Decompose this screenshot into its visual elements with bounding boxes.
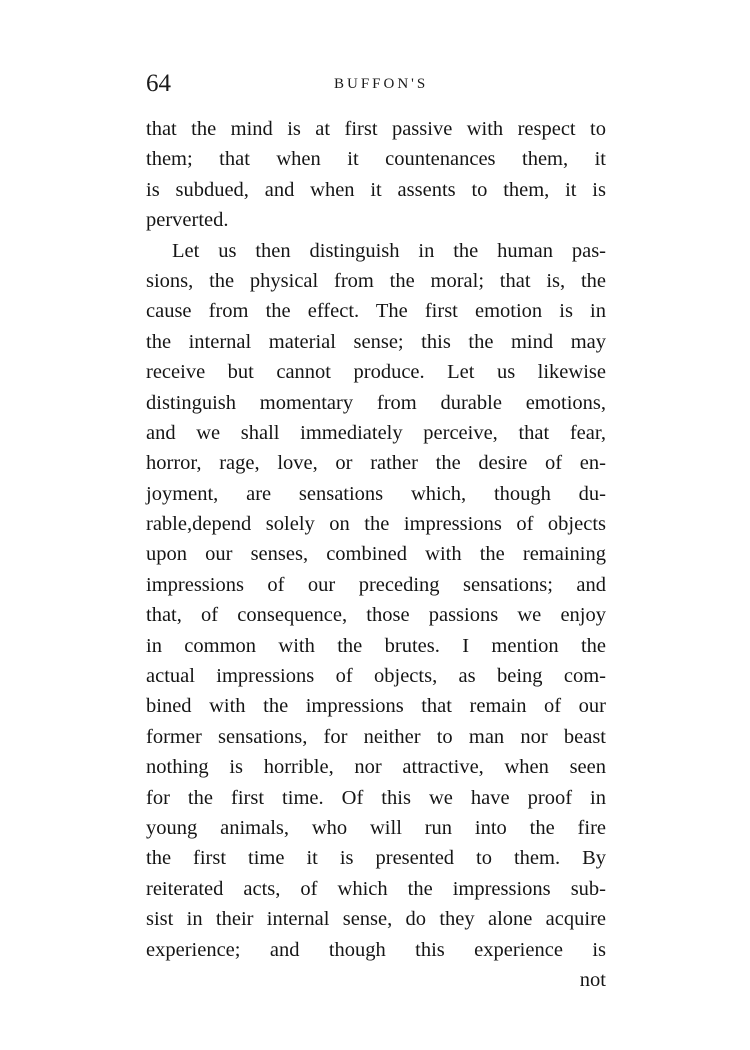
text-line: former sensations, for neither to man nor beast (146, 725, 606, 748)
text-line: them; that when it countenances them, it (146, 148, 606, 171)
text-line: experience; and though this experience is (146, 938, 606, 961)
text-line: that, of consequence, those passions we enjoy (146, 604, 606, 627)
text-line: nothing is horrible, nor attractive, when seen (146, 756, 606, 779)
text-line: young animals, who will run into the fire (146, 816, 606, 839)
text-line: in common with the brutes. I mention the (146, 634, 606, 657)
text-line: impressions of our preceding sensations; and (146, 573, 606, 596)
text-line: that the mind is at first passive with respect to (146, 118, 606, 140)
running-title: BUFFON'S (334, 76, 429, 92)
text-line: Let us then distinguish in the human pas- (172, 239, 606, 262)
text-line: perverted. (146, 209, 229, 232)
text-line: receive but cannot produce. Let us likewise (146, 361, 606, 384)
text-line: for the first time. Of this we have proof in (146, 786, 606, 809)
catchword: not (579, 968, 606, 991)
text-line: horror, rage, love, or rather the desire of en- (146, 452, 606, 475)
page-number: 64 (146, 70, 171, 97)
running-head (146, 70, 606, 102)
paragraph (146, 236, 606, 965)
text-line: the internal material sense; this the mind may (146, 330, 606, 353)
text-line: is subdued, and when it assents to them, it is (146, 178, 606, 201)
text-line: joyment, are sensations which, though du- (146, 482, 606, 505)
body-text (146, 114, 606, 995)
text-line: the first time it is presented to them. By (146, 847, 606, 870)
text-line: cause from the effect. The first emotion is in (146, 300, 606, 323)
text-line: sist in their internal sense, do they alone acquire (146, 908, 606, 931)
text-line: actual impressions of objects, as being com- (146, 665, 606, 688)
text-line: bined with the impressions that remain of our (146, 695, 606, 718)
text-line: rable,depend solely on the impressions of objects (146, 513, 606, 536)
text-line: and we shall immediately perceive, that fear, (146, 421, 606, 444)
text-line: upon our senses, combined with the remaining (146, 543, 606, 566)
paragraph (146, 114, 606, 236)
text-line: reiterated acts, of which the impressions sub- (146, 877, 606, 900)
text-line: distinguish momentary from durable emotions, (146, 391, 606, 414)
text-line: sions, the physical from the moral; that is, the (146, 269, 606, 292)
